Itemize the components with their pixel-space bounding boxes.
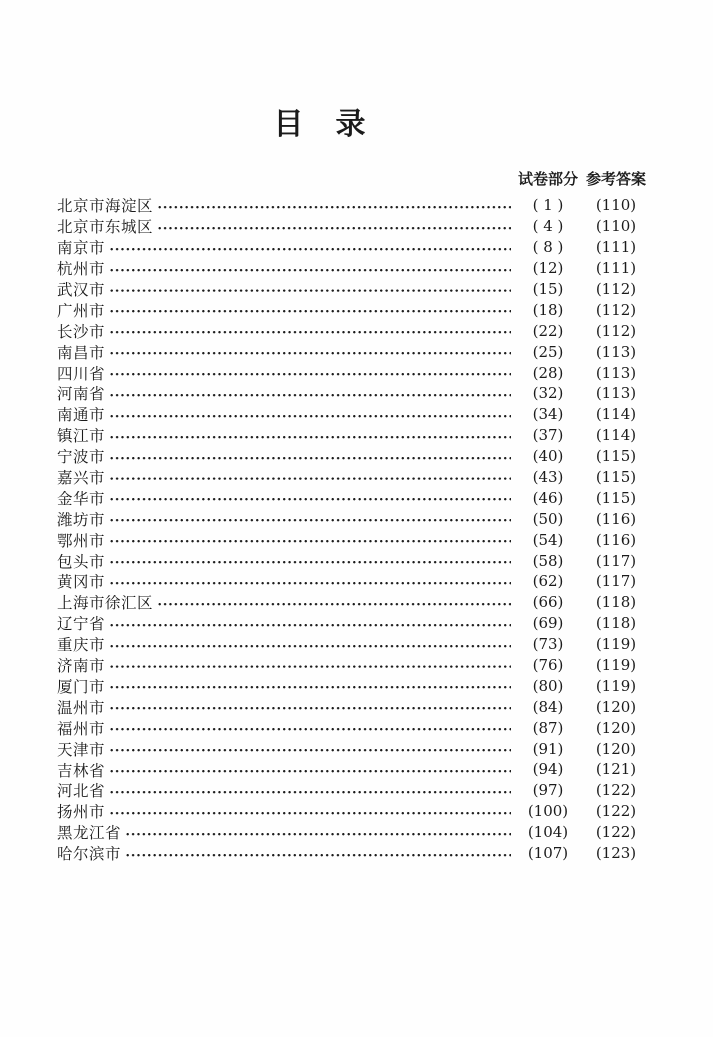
toc-paper-page-number: (97) <box>532 781 564 800</box>
toc-entry-name: 天津市 <box>57 740 106 759</box>
dot-leader <box>108 258 511 279</box>
toc-paper-page-number: (37) <box>532 426 564 445</box>
toc-row <box>57 320 648 341</box>
column-header-paper: 试卷部分 <box>517 170 578 188</box>
toc-entry-name: 吉林省 <box>57 761 106 780</box>
dot-leader <box>156 195 511 216</box>
toc-entry-name: 广州市 <box>57 301 106 320</box>
toc-answer-page-number: (112) <box>595 280 637 298</box>
toc-paper-page-number: (58) <box>532 551 564 570</box>
dot-leader <box>108 299 511 320</box>
toc-entry-name: 宁波市 <box>57 448 106 467</box>
toc-answer-page-number: (117) <box>595 551 637 570</box>
toc-row <box>57 634 648 655</box>
dot-leader <box>108 341 511 362</box>
toc-paper-page-number: (69) <box>532 614 564 633</box>
toc-answer-page-number: (113) <box>595 363 637 382</box>
toc-answer-page-number: (119) <box>595 656 637 675</box>
column-header-answer: 参考答案 <box>585 170 646 188</box>
toc-paper-page-number: (80) <box>532 676 564 695</box>
toc-entry-name: 嘉兴市 <box>57 469 106 488</box>
toc-paper-page-number: (87) <box>532 718 564 737</box>
toc-entry-name: 金华市 <box>57 489 106 508</box>
toc-paper-page-number: (66) <box>532 593 564 612</box>
dot-leader <box>108 425 511 446</box>
toc-answer-page-number: (120) <box>595 718 637 737</box>
dot-leader <box>108 320 511 341</box>
toc-entry-name: 重庆市 <box>57 636 106 655</box>
dot-leader <box>108 383 511 404</box>
toc-paper-page-number: (73) <box>532 635 564 654</box>
column-header-row <box>0 170 713 188</box>
toc-entry-name: 扬州市 <box>57 803 106 822</box>
toc-entry-name: 福州市 <box>57 719 106 738</box>
toc-list <box>0 195 713 864</box>
toc-paper-page-number: (18) <box>532 300 564 319</box>
toc-row <box>57 404 648 425</box>
toc-row <box>57 571 648 592</box>
toc-answer-page-number: (112) <box>595 300 637 319</box>
toc-entry-name: 四川省 <box>57 364 106 383</box>
toc-answer-page-number: (122) <box>595 781 637 800</box>
dot-leader <box>108 780 511 801</box>
toc-answer-page-number: (120) <box>595 739 637 758</box>
toc-answer-page-number: (111) <box>595 238 637 257</box>
toc-answer-page-number: (118) <box>595 614 637 633</box>
dot-leader <box>156 216 511 237</box>
toc-paper-page-number: (15) <box>532 280 564 298</box>
toc-entry-name: 南昌市 <box>57 343 106 362</box>
toc-entry-name: 长沙市 <box>57 322 106 341</box>
dot-leader <box>108 237 511 258</box>
dot-leader <box>156 592 511 613</box>
toc-row <box>57 780 648 801</box>
dot-leader <box>108 279 511 300</box>
toc-paper-page-number: (40) <box>532 447 564 466</box>
toc-entry-name: 杭州市 <box>57 260 106 279</box>
toc-paper-page-number: (46) <box>532 488 564 507</box>
toc-answer-page-number: (113) <box>595 342 637 361</box>
toc-answer-page-number: (122) <box>595 823 637 842</box>
toc-paper-page-number: (32) <box>532 384 564 403</box>
toc-answer-page-number: (118) <box>595 593 637 612</box>
toc-row <box>57 467 648 488</box>
toc-paper-page-number: (12) <box>532 259 564 278</box>
toc-row <box>57 717 648 738</box>
toc-answer-page-number: (111) <box>595 259 637 278</box>
toc-answer-page-number: (123) <box>595 844 637 863</box>
toc-paper-page-number: (43) <box>532 468 564 487</box>
toc-row <box>57 592 648 613</box>
toc-row <box>57 446 648 467</box>
toc-answer-page-number: (112) <box>595 321 637 340</box>
dot-leader <box>124 843 511 864</box>
toc-paper-page-number: (22) <box>532 321 564 340</box>
toc-row <box>57 655 648 676</box>
toc-entry-name: 哈尔滨市 <box>57 845 122 864</box>
dot-leader <box>124 822 511 843</box>
toc-entry-name: 温州市 <box>57 698 106 717</box>
toc-paper-page-number: (76) <box>532 656 564 675</box>
toc-row <box>57 258 648 279</box>
toc-row <box>57 613 648 634</box>
toc-entry-name: 南通市 <box>57 406 106 425</box>
dot-leader <box>108 675 511 696</box>
toc-row <box>57 341 648 362</box>
toc-paper-page-number: (100) <box>527 802 569 821</box>
dot-leader <box>108 529 511 550</box>
toc-answer-page-number: (115) <box>595 447 637 466</box>
toc-row <box>57 759 648 780</box>
toc-paper-page-number: (54) <box>532 530 564 549</box>
toc-entry-name: 北京市海淀区 <box>57 197 154 216</box>
toc-row <box>57 383 648 404</box>
toc-paper-page-number: (50) <box>532 509 564 528</box>
toc-row <box>57 299 648 320</box>
dot-leader <box>108 404 511 425</box>
toc-answer-page-number: (110) <box>595 196 637 215</box>
toc-entry-name: 上海市徐汇区 <box>57 594 154 613</box>
toc-row <box>57 550 648 571</box>
toc-entry-name: 辽宁省 <box>57 615 106 634</box>
toc-row <box>57 822 648 843</box>
dot-leader <box>108 655 511 676</box>
toc-entry-name: 镇江市 <box>57 427 106 446</box>
toc-paper-page-number: (28) <box>532 363 564 382</box>
toc-entry-name: 黄冈市 <box>57 573 106 592</box>
toc-paper-page-number: ( 8 ) <box>532 238 564 257</box>
toc-row <box>57 696 648 717</box>
toc-answer-page-number: (121) <box>595 760 637 779</box>
toc-paper-page-number: (25) <box>532 342 564 361</box>
page-title: 目 录 <box>273 107 367 142</box>
toc-paper-page-number: (91) <box>532 739 564 758</box>
toc-answer-page-number: (116) <box>595 530 637 549</box>
dot-leader <box>108 801 511 822</box>
toc-paper-page-number: (94) <box>532 760 564 779</box>
dot-leader <box>108 487 511 508</box>
toc-entry-name: 鄂州市 <box>57 531 106 550</box>
toc-entry-name: 包头市 <box>57 552 106 571</box>
toc-answer-page-number: (115) <box>595 488 637 507</box>
toc-row <box>57 801 648 822</box>
toc-row <box>57 487 648 508</box>
dot-leader <box>108 550 511 571</box>
toc-answer-page-number: (120) <box>595 697 637 716</box>
toc-row <box>57 675 648 696</box>
toc-row <box>57 425 648 446</box>
toc-row <box>57 529 648 550</box>
toc-entry-name: 河南省 <box>57 385 106 404</box>
dot-leader <box>108 696 511 717</box>
toc-answer-page-number: (122) <box>595 802 637 821</box>
toc-entry-name: 河北省 <box>57 782 106 801</box>
toc-entry-name: 潍坊市 <box>57 510 106 529</box>
toc-answer-page-number: (119) <box>595 635 637 654</box>
toc-paper-page-number: (34) <box>532 405 564 424</box>
toc-answer-page-number: (113) <box>595 384 637 403</box>
toc-row <box>57 279 648 300</box>
dot-leader <box>108 738 511 759</box>
toc-row <box>57 216 648 237</box>
toc-row <box>57 362 648 383</box>
dot-leader <box>108 446 511 467</box>
toc-row <box>57 843 648 864</box>
toc-entry-name: 武汉市 <box>57 281 106 300</box>
toc-row <box>57 195 648 216</box>
toc-paper-page-number: (107) <box>527 844 569 863</box>
toc-row <box>57 508 648 529</box>
toc-answer-page-number: (116) <box>595 509 637 528</box>
dot-leader <box>108 571 511 592</box>
toc-answer-page-number: (114) <box>595 426 637 445</box>
toc-answer-page-number: (115) <box>595 468 637 487</box>
toc-paper-page-number: ( 1 ) <box>532 196 564 215</box>
toc-paper-page-number: (62) <box>532 572 564 591</box>
toc-answer-page-number: (119) <box>595 676 637 695</box>
toc-answer-page-number: (110) <box>595 217 637 236</box>
toc-row <box>57 738 648 759</box>
dot-leader <box>108 717 511 738</box>
dot-leader <box>108 508 511 529</box>
toc-entry-name: 北京市东城区 <box>57 218 154 237</box>
toc-entry-name: 南京市 <box>57 239 106 258</box>
dot-leader <box>108 634 511 655</box>
toc-entry-name: 厦门市 <box>57 677 106 696</box>
toc-answer-page-number: (114) <box>595 405 637 424</box>
toc-entry-name: 黑龙江省 <box>57 824 122 843</box>
dot-leader <box>108 613 511 634</box>
dot-leader <box>108 362 511 383</box>
toc-row <box>57 237 648 258</box>
toc-paper-page-number: ( 4 ) <box>532 217 564 236</box>
dot-leader <box>108 759 511 780</box>
toc-answer-page-number: (117) <box>595 572 637 591</box>
toc-paper-page-number: (104) <box>527 823 569 842</box>
dot-leader <box>108 467 511 488</box>
toc-paper-page-number: (84) <box>532 697 564 716</box>
toc-entry-name: 济南市 <box>57 657 106 676</box>
